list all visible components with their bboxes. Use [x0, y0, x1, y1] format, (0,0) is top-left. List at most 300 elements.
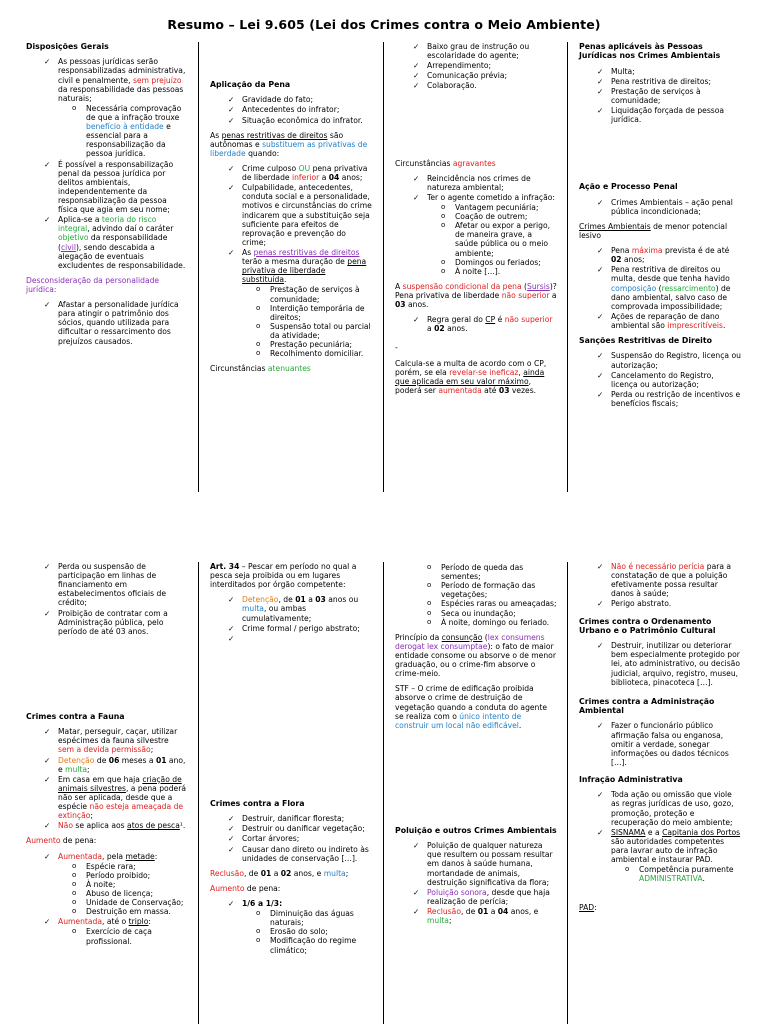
text: Em casa em que haja [58, 774, 143, 784]
list-item [26, 821, 186, 830]
spacer [210, 649, 372, 799]
text: anos; [621, 255, 645, 265]
spacer [395, 97, 557, 159]
list-item [26, 215, 186, 270]
list-item: ✓ Antecedentes do infrator; [210, 105, 372, 114]
highlight-text: suspensão condicional da pena [402, 281, 522, 291]
column-3-bottom [387, 562, 567, 1022]
sub-list-item: o Seca ou inundação; [413, 609, 557, 618]
highlight-text: Aumentada [58, 851, 102, 861]
sub-list-item: o Coação de outrem; [427, 212, 557, 221]
text: até [481, 385, 499, 395]
highlight-text: composição [611, 283, 657, 293]
list-item: ✓ Liquidação forçada de pessoa jurídica. [579, 106, 741, 124]
paragraph [395, 684, 557, 730]
list [579, 198, 741, 216]
sub-list-item: o À noite, domingo ou feriado. [413, 618, 557, 627]
column-divider [567, 42, 568, 492]
highlight-text: inferior [292, 173, 320, 183]
list-item: ✓ Crimes Ambientais – ação penal pública incondicionada; [579, 198, 741, 216]
text: , [518, 367, 524, 377]
column-divider [198, 42, 199, 492]
text: para a constatação de que a poluição efetivamente possa resultar danos à saúde; [611, 562, 732, 599]
highlight-text: objetivo [58, 233, 89, 243]
text: pena privativa de liberdade [242, 164, 368, 183]
section-heading-infracao: Infração Administrativa [579, 775, 683, 785]
paragraph [210, 884, 372, 893]
text: a [427, 324, 435, 334]
list-item [579, 828, 741, 884]
text: de menor potencial lesivo [579, 221, 728, 241]
underlined-text: penas restritivas de direitos [221, 130, 328, 140]
text: é [495, 315, 505, 325]
text: são autônomas e [210, 130, 344, 149]
paragraph [210, 131, 372, 158]
list [579, 246, 741, 330]
highlight-text: Aumentada [58, 917, 102, 927]
text: ; [448, 916, 452, 926]
subheading-desconsideracao: Desconsideração da personalidade jurídica: [26, 275, 160, 294]
sub-list-item: o Espécie rara; [58, 862, 186, 871]
text: ( [482, 632, 488, 642]
text: de pena: [244, 883, 281, 893]
list [26, 727, 186, 830]
list [210, 899, 372, 955]
text: – Pescar em período no qual a pesca seja proibida ou em lugares interditados por órgão competente: [210, 562, 357, 590]
text: e a [645, 827, 663, 837]
highlight-text: Sursis [527, 281, 550, 291]
text: , até o [102, 917, 129, 927]
highlight-text: revelar-se ineficaz [449, 367, 519, 377]
column-1-bottom [18, 562, 196, 1022]
list [26, 300, 186, 346]
section-heading-poluicao: Poluição e outros Crimes Ambientais [395, 825, 557, 835]
text: Calcula-se a multa de acordo com o CP, porém, se ela [395, 358, 547, 377]
spacer [579, 130, 741, 182]
section-heading-fauna: Crimes contra a Fauna [26, 711, 125, 721]
bold-text: 03 [395, 300, 406, 310]
list-item [26, 756, 186, 774]
text: . [702, 874, 705, 884]
list-item [210, 248, 372, 358]
list-item [210, 899, 372, 955]
column-2-top [202, 42, 382, 492]
bold-text: 02 [611, 255, 622, 265]
list [395, 841, 557, 925]
text: ( [521, 281, 528, 291]
bold-text: 04 [497, 906, 509, 916]
spacer [210, 42, 372, 68]
section-heading-penas: Penas aplicáveis às Pessoas Jurídicas nos Crimes Ambientais [579, 42, 721, 61]
highlight-text: multa [65, 764, 88, 774]
sub-list-item: o Período de formação das vegetações; [413, 581, 557, 599]
text: ), sendo descabida a alegação de eventuais excludentes de responsabilidade. [58, 242, 186, 270]
text: ano, e [58, 755, 186, 774]
highlight-text: multa [427, 916, 449, 926]
list-item: ✓ Prestação de serviços à comunidade; [579, 87, 741, 105]
text: anos. [444, 324, 468, 334]
list [210, 814, 372, 863]
paragraph [210, 562, 372, 589]
underlined-text: criação de animais silvestres [58, 774, 182, 793]
sub-list [58, 927, 186, 945]
bold-text: 06 [108, 755, 120, 765]
text: Regra geral do [427, 315, 486, 325]
text: )? Pena privativa de liberdade [395, 281, 557, 300]
bold-text: 01 [477, 906, 489, 916]
list-item: ✓ Afastar a personalidade jurídica para atingir o patrimônio dos sócios, quando utilizada para dificultar o ressarcimento dos prejuízos causados. [26, 300, 186, 346]
bold-text: 01 [295, 595, 306, 605]
highlight-text: Detenção [58, 755, 95, 765]
list-item [395, 315, 557, 333]
paragraph [395, 633, 557, 679]
sub-list [242, 285, 372, 358]
text: a [271, 868, 281, 878]
list-item: ✓ Destruir ou danificar vegetação; [210, 824, 372, 833]
list-item [579, 246, 741, 264]
list-item: ✓ Destruir, danificar floresta; [210, 814, 372, 823]
list-item: ✓ Crime formal / perigo abstrato; [210, 624, 372, 633]
text: de [94, 755, 109, 765]
sub-list-item: o Modificação do regime climático; [242, 936, 372, 954]
bold-text: 03 [315, 595, 326, 605]
highlight-text: agravantes [452, 158, 496, 168]
text: e essencial para a responsabilização da pessoa jurídica. [86, 122, 171, 159]
text: se aplica aos [72, 821, 128, 831]
text: STF – O crime de edificação proibida absorve o crime de destruição de vegetação quando a conduta do agente se realiza com o [395, 684, 548, 721]
sub-list [242, 909, 372, 955]
section-heading-disposicoes: Disposições Gerais [26, 42, 109, 51]
sub-list-item: o Interdição temporária de direitos; [242, 304, 372, 322]
underlined-text: SISNAMA [611, 827, 646, 837]
sub-list-item: o Destruição em massa. [58, 907, 186, 916]
underlined-text: atos de pesca [127, 821, 180, 831]
text: a [549, 290, 557, 300]
list [26, 57, 186, 270]
text: Competência puramente [639, 865, 734, 875]
list-item [210, 164, 372, 182]
list-item: ✓ Suspensão do Registro, licença ou autorização; [579, 351, 741, 369]
list [579, 721, 741, 767]
highlight-text: sem a devida permissão [58, 745, 151, 755]
list-item [26, 727, 186, 754]
text: : [154, 851, 158, 861]
text: Necessária comprovação de que a infração trouxe [86, 103, 182, 122]
bold-text: : [279, 898, 283, 908]
text: , de [243, 868, 261, 878]
paragraph [26, 836, 186, 845]
sub-list-item: o Unidade de Conservação; [58, 898, 186, 907]
text: a [319, 173, 329, 183]
sub-list-item: o Período proibido; [58, 871, 186, 880]
text: ( [656, 283, 662, 293]
list-item: ✓ Perda ou suspensão de participação em linhas de financiamento em estabelecimentos oficiais de crédito; [26, 562, 186, 608]
column-divider [383, 562, 384, 1024]
text: , ou ambas cumulativamente; [242, 604, 312, 623]
list [210, 164, 372, 358]
bold-text: Art. 34 [210, 562, 240, 571]
list [26, 562, 186, 636]
text: prevista é de até [662, 246, 730, 256]
highlight-text: ADMINISTRATIVA [639, 874, 703, 884]
highlight-text: Detenção [242, 595, 279, 605]
spacer [26, 642, 186, 712]
highlight-text: civil [60, 242, 76, 252]
underlined-text: consunção [441, 632, 483, 642]
sub-list-item: o Suspensão total ou parcial da atividade; [242, 322, 372, 340]
sub-list-item: o Diminuição das águas naturais; [242, 909, 372, 927]
list [579, 641, 741, 687]
sub-list-item: o Prestação pecuniária; [242, 340, 372, 349]
text: As [242, 247, 254, 257]
list [26, 852, 186, 946]
list [395, 174, 557, 276]
list-item: ✓ Poluição de qualquer natureza que resultem ou possam resultar em danos à saúde humana, mortandade de animais, destruição significativa da flora; [395, 841, 557, 887]
text: anos ou [325, 595, 359, 605]
spacer [395, 736, 557, 826]
column-4-top [571, 42, 751, 492]
list-item: ✓ Causar dano direto ou indireto às unidades de conservação […]. [210, 845, 372, 863]
text: Circunstâncias [395, 158, 453, 168]
list-item [210, 595, 372, 622]
highlight-text: ressarcimento [661, 283, 716, 293]
text: . [722, 321, 726, 330]
list [579, 562, 741, 609]
highlight-text: Poluição sonora [427, 887, 487, 897]
underlined-text: PAD [579, 903, 595, 913]
highlight-text: sem prejuízo [132, 75, 182, 85]
highlight-text: atenuantes [267, 364, 311, 374]
highlight-text: Não é necessário perícia [611, 562, 705, 571]
column-2-bottom [202, 562, 382, 1022]
list [579, 351, 741, 408]
list [395, 42, 557, 91]
text: ; [90, 811, 93, 821]
sub-list-item [611, 865, 741, 883]
text: anos, e [291, 868, 324, 878]
bold-text: 02 [434, 324, 445, 334]
underlined-text: metade [125, 851, 155, 861]
bold-text: 02 [280, 868, 292, 878]
bold-text: 01 [155, 755, 167, 765]
bold-text: 01 [260, 868, 272, 878]
paragraph [579, 903, 741, 912]
text: , a pena poderá não ser aplicada, desde que a espécie [58, 783, 186, 812]
sub-list-item: o Domingos ou feriados; [427, 258, 557, 267]
underlined-text: Capitania dos Portos [662, 827, 741, 837]
text: , de [460, 906, 478, 916]
list-item: ✓ Pena restritiva de direitos; [579, 77, 741, 86]
list-item: ✓ Reincidência nos crimes de natureza ambiental; [395, 174, 557, 192]
highlight-text: Aumento [26, 836, 61, 846]
highlight-text: OU [298, 164, 311, 173]
column-divider [198, 562, 199, 1024]
text: , pela [102, 851, 126, 861]
text: da responsabilidade das pessoas naturais; [58, 84, 184, 103]
list-item: ✓ Multa; [579, 67, 741, 76]
text: : [148, 917, 151, 927]
list-item: ✓ Perigo abstrato. [579, 599, 741, 608]
list [210, 95, 372, 124]
underlined-text: triplo [128, 917, 149, 927]
bold-text: 03 [498, 385, 510, 395]
underlined-text: ainda que aplicada em seu valor máximo [395, 367, 545, 386]
sub-list-item [58, 104, 186, 159]
column-1-top [18, 42, 196, 492]
sub-list-item: o Erosão do solo; [242, 927, 372, 936]
highlight-text: substituem as privativas de liberdade [210, 139, 368, 158]
text: ; [150, 745, 154, 755]
list-item [579, 265, 741, 311]
list-item: ✓ Toda ação ou omissão que viole as regras jurídicas de uso, gozo, promoção, proteção e recuperação do meio ambiente; [579, 790, 741, 826]
list-item [579, 312, 741, 330]
sub-list-item: o Vantagem pecuniária; [427, 203, 557, 212]
sub-list-item: o Espécies raras ou ameaçadas; [413, 599, 557, 608]
paragraph [395, 159, 557, 168]
highlight-text: penas restritivas de direitos [253, 247, 360, 257]
text: , de [278, 595, 296, 605]
list-item [26, 775, 186, 821]
list-item [210, 634, 372, 643]
paragraph [210, 869, 372, 878]
underlined-text: pena privativa de liberdade substituída [242, 257, 367, 285]
text: ; [87, 764, 90, 774]
highlight-text: multa [242, 604, 264, 614]
list-item [26, 57, 186, 158]
section-heading-sancoes: Sanções Restritivas de Direito [579, 336, 712, 346]
text: Pena [611, 246, 632, 256]
column-3-top [387, 42, 567, 492]
highlight-text: imprescritíveis [667, 321, 723, 330]
list-item: ✓ Destruir, inutilizar ou deteriorar bem especialmente protegido por lei, ato administrativo, ou decisão judicial, arquivo, registro, museu, biblioteca, pinacoteca […]. [579, 641, 741, 687]
sub-list [413, 563, 557, 627]
highlight-text: não superior [501, 290, 550, 300]
text: Circunstâncias [210, 364, 268, 374]
list-item [26, 917, 186, 945]
text: A [395, 281, 403, 291]
text: a [305, 595, 316, 605]
spacer [210, 68, 372, 80]
list-item: ✓ Cortar árvores; [210, 834, 372, 843]
list-item: ✓ Proibição de contratar com a Administração pública, pelo período de até 03 anos. [26, 609, 186, 636]
text: meses a [119, 755, 156, 765]
list [395, 315, 557, 333]
sub-list [58, 104, 186, 159]
text: Princípio da [395, 632, 442, 642]
sub-list [58, 862, 186, 917]
text: Ações de reparação de dano ambiental são [611, 311, 720, 330]
text: Matar, perseguir, caçar, utilizar espécimes da fauna silvestre [58, 727, 178, 746]
text: vezes. [509, 385, 537, 395]
list-item: ✓ Perda ou restrição de incentivos e benefícios fiscais; [579, 390, 741, 408]
highlight-text: Reclusão [210, 868, 244, 878]
list-item: ✓ Gravidade do fato; [210, 95, 372, 104]
text: As pessoas jurídicas serão responsabilizadas administrativa, civil e penalmente, [58, 57, 186, 85]
highlight-text: máxima [631, 246, 663, 256]
text: , poderá ser [395, 376, 532, 395]
text: anos, e [508, 906, 539, 916]
sub-list-item: o Recolhimento domiciliar. [242, 349, 372, 358]
text: terão a mesma duração de [242, 257, 348, 267]
sub-list-item: o Período de queda das sementes; [413, 563, 557, 581]
bold-text: 04 [328, 173, 340, 183]
list-item [26, 852, 186, 917]
highlight-text: Não [58, 821, 73, 831]
highlight-text: único intento de construir um local não edificável [395, 711, 522, 730]
list-item: ✓ Baixo grau de instrução ou escolaridade do agente; [395, 42, 557, 60]
sub-list-item: o Exercício de caça profissional. [58, 927, 186, 945]
column-divider [383, 42, 384, 492]
section-heading-flora: Crimes contra a Flora [210, 798, 305, 808]
text: . [284, 275, 287, 285]
highlight-text: lex consumens derogat lex consumptae [395, 632, 545, 651]
sub-list-item: o Afetar ou expor a perigo, de maneira grave, a saúde pública ou o meio ambiente; [427, 221, 557, 257]
highlight-text: benefício à entidade [86, 122, 164, 132]
highlight-text: não esteja ameaçada de extinção [58, 802, 184, 821]
highlight-text: não superior [504, 315, 553, 325]
sub-list-item: o À noite; [58, 880, 186, 889]
section-heading-aplicacao: Aplicação da Pena [210, 80, 291, 89]
sub-list-item: o Prestação de serviços à comunidade; [242, 285, 372, 303]
text: ¹. [179, 821, 186, 831]
text: ): o fato de maior entidade consome ou absorve o de menor graduação, ou o crime-fim absorve o crime-meio. [395, 641, 556, 679]
list-item [395, 907, 557, 925]
text: : [594, 903, 597, 913]
text: As [210, 130, 222, 140]
text: , advindo daí o caráter [87, 224, 174, 234]
list-item: ✓ Culpabilidade, antecedentes, conduta social e a personalidade, motivos e circunstâncias do crime indicarem que a substituição seja suficiente para efeitos de reprovação e prevenção do crime; [210, 183, 372, 247]
list-item: ✓ É possível a responsabilização penal da pessoa jurídica por delitos ambientais, independentemente da responsabilização da pessoa física que agia em seu nome; [26, 160, 186, 215]
paragraph [210, 364, 372, 373]
highlight-text: Aumento [210, 883, 245, 893]
bold-text: 1/6 a 1/3 [242, 898, 280, 908]
text: de pena: [60, 836, 97, 846]
underlined-text: Crimes Ambientais [579, 221, 651, 231]
text: são autoridades competentes para lavrar auto de infração ambiental e instaurar PAD. [611, 836, 725, 865]
list-item [395, 888, 557, 906]
text: Crime culposo [242, 164, 299, 173]
list-item [579, 562, 741, 598]
highlight-text: aumentada [438, 385, 482, 395]
text: da responsabilidade ( [58, 233, 168, 252]
paragraph [579, 222, 741, 240]
text: . [518, 720, 522, 730]
text: ; [345, 868, 349, 878]
column-4-bottom [571, 562, 751, 1022]
column-divider [567, 562, 568, 1024]
highlight-text: multa [323, 868, 346, 878]
highlight-text: teoria do risco integral [58, 215, 157, 234]
section-heading-ordenamento: Crimes contra o Ordenamento Urbano e o Patrimônio Cultural [579, 616, 716, 635]
underlined-text: CP [485, 315, 496, 325]
text: Pena restritiva de direitos ou multa, desde que tenha havido [611, 265, 730, 284]
paragraph [395, 282, 557, 309]
list-item: ✓ Arrependimento; [395, 61, 557, 70]
section-heading-acao: Ação e Processo Penal [579, 182, 678, 192]
text: Ter o agente cometido a infração: [427, 192, 555, 202]
dash-text: - [395, 343, 398, 353]
document-title: Resumo – Lei 9.605 (Lei dos Crimes contra o Meio Ambiente) [167, 17, 601, 32]
list-item [395, 193, 557, 276]
sub-list [611, 865, 741, 883]
text: ) de dano ambiental, salvo caso de comprovada impossibilidade; [611, 283, 731, 311]
list-item: ✓ Situação econômica do infrator. [210, 116, 372, 125]
highlight-text: Reclusão [427, 906, 461, 916]
text: a [488, 906, 498, 916]
sub-list [427, 203, 557, 276]
text: anos. [405, 300, 429, 310]
section-heading-administracao: Crimes contra a Administração Ambiental [579, 696, 715, 716]
